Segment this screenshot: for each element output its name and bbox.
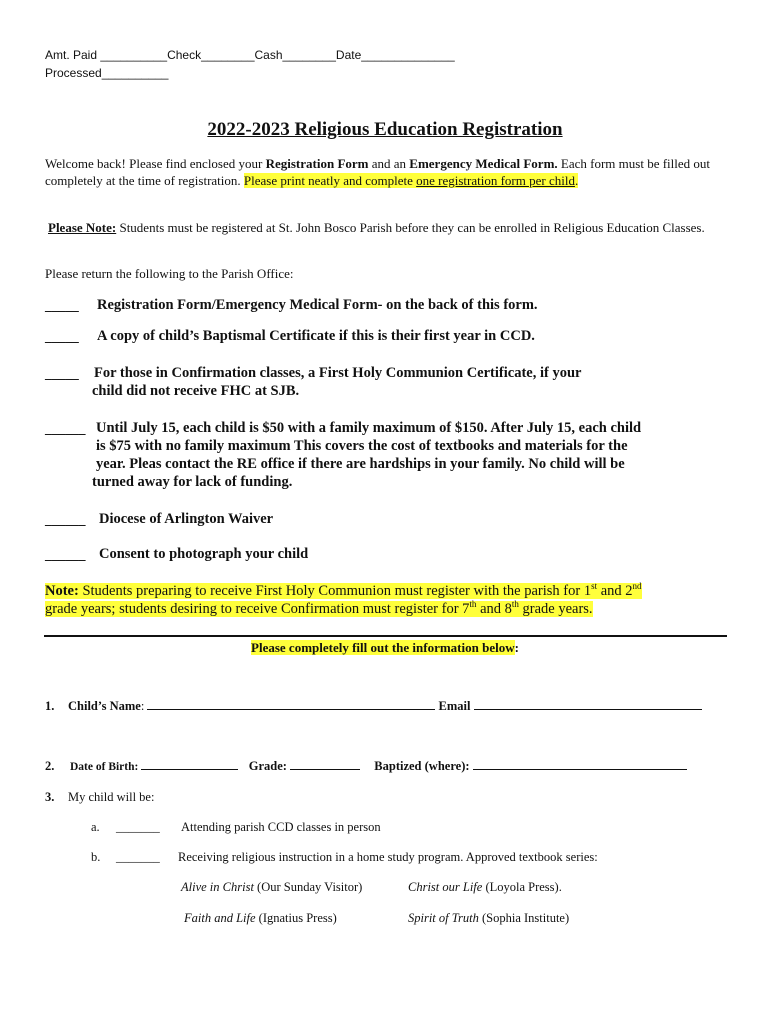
- checklist-blank-3: _____: [45, 366, 79, 381]
- field-number-2: 2.: [45, 759, 55, 773]
- dob-label: Date of Birth:: [70, 761, 139, 773]
- grade-note-t4: and 8: [476, 601, 512, 617]
- intro-text-e: Each form must be filled out completely at the time of registration.: [45, 156, 711, 188]
- grade-note-t5: grade years.: [518, 601, 593, 617]
- please-note-label: Please Note:: [48, 220, 117, 235]
- dob-row: [70, 759, 687, 774]
- checklist-item-6: Consent to photograph your child: [99, 546, 309, 562]
- textbook-3: [184, 911, 337, 926]
- intro-text-a: Welcome back! Please find enclosed your: [45, 156, 266, 171]
- checklist-item-4-line-1: Until July 15, each child is $50 with a family maximum of $150. After July 15, each child: [96, 420, 642, 436]
- grade-note-line-2: [45, 600, 735, 618]
- please-note-text: Students must be registered at St. John Bosco Parish before they can be enrolled in Religious Education Classes.: [116, 220, 705, 235]
- child-name-field[interactable]: [147, 699, 435, 710]
- option-b-blank[interactable]: _______: [116, 850, 160, 864]
- checklist-item-4-line-2: is $75 with no family maximum This covers the cost of textbooks and materials for the: [96, 438, 628, 454]
- title-text: 2022-2023 Religious Education Registration: [207, 119, 563, 140]
- please-note-paragraph: [48, 219, 728, 236]
- field-number-1: 1.: [45, 699, 55, 713]
- child-will-be-label: My child will be:: [68, 790, 155, 804]
- dob-field[interactable]: [141, 759, 238, 770]
- child-name-colon: :: [140, 699, 145, 713]
- email-field[interactable]: [474, 699, 702, 710]
- checklist-item-5: Diocese of Arlington Waiver: [99, 511, 274, 527]
- textbook-4-publisher: (Sophia Institute): [478, 911, 570, 925]
- baptized-field[interactable]: [473, 759, 687, 770]
- checklist-item-2: A copy of child’s Baptismal Certificate if this is their first year in CCD.: [97, 328, 535, 344]
- intro-highlight-3: .: [574, 173, 579, 188]
- textbook-1-title: Alive in Christ: [181, 880, 254, 894]
- grade-note-s3: th: [469, 599, 477, 610]
- textbook-4-title: Spirit of Truth: [408, 911, 479, 925]
- child-name-row: [68, 699, 702, 714]
- fill-instruction-colon: :: [514, 640, 519, 655]
- checklist-blank-2: _____: [45, 329, 79, 344]
- textbook-1-publisher: (Our Sunday Visitor): [253, 880, 363, 894]
- option-a-text: Attending parish CCD classes in person: [181, 820, 381, 834]
- grade-note-t2: and 2: [597, 583, 633, 599]
- checklist-item-4-line-3: year. Pleas contact the RE office if there are hardships in your family. No child will be: [96, 456, 625, 472]
- checklist-blank-6: ______: [45, 547, 86, 562]
- checklist-item-1: Registration Form/Emergency Medical Form- on the back of this form.: [97, 297, 538, 313]
- checklist-item-3-line-2: child did not receive FHC at SJB.: [92, 383, 300, 399]
- textbook-2-title: Christ our Life: [408, 880, 483, 894]
- grade-note-t1: Students preparing to receive First Holy Communion must register with the parish for 1: [78, 583, 592, 599]
- intro-registration-form: Registration Form: [265, 156, 369, 171]
- textbook-2-publisher: (Loyola Press).: [482, 880, 562, 894]
- baptized-label: Baptized (where):: [374, 759, 470, 773]
- checklist-item-4-line-4: turned away for lack of funding.: [92, 474, 293, 490]
- option-a-blank[interactable]: _______: [116, 820, 160, 834]
- intro-medical-form: Emergency Medical Form.: [409, 156, 558, 171]
- intro-highlight-2: one registration form per child: [416, 173, 575, 188]
- grade-note-label: Note:: [45, 583, 79, 599]
- checklist-blank-5: ______: [45, 512, 86, 527]
- textbook-3-publisher: (Ignatius Press): [255, 911, 337, 925]
- return-instruction: Please return the following to the Parish Office:: [45, 266, 294, 281]
- intro-highlight-1: Please print neatly and complete: [243, 173, 417, 188]
- intro-paragraph: [45, 155, 725, 189]
- checklist-blank-1: _____: [45, 298, 79, 313]
- option-a-letter: a.: [91, 820, 100, 834]
- grade-note-s4: th: [511, 599, 519, 610]
- grade-field[interactable]: [290, 759, 360, 770]
- office-use-line-2: Processed__________: [45, 66, 169, 80]
- checklist-item-3-line-1: For those in Confirmation classes, a First Holy Communion Certificate, if your: [94, 365, 582, 381]
- field-number-3: 3.: [45, 790, 55, 804]
- intro-text-c: and an: [368, 156, 410, 171]
- email-label: Email: [438, 699, 471, 713]
- child-name-label: Child’s Name: [68, 699, 141, 713]
- grade-note-s2: nd: [632, 581, 642, 592]
- textbook-1: [181, 880, 362, 895]
- option-b-letter: b.: [91, 850, 101, 864]
- checklist-blank-4: ______: [45, 421, 86, 436]
- textbook-3-title: Faith and Life: [184, 911, 256, 925]
- grade-note-s1: st: [591, 581, 598, 592]
- textbook-4: [408, 911, 569, 926]
- grade-note-line-1: [45, 582, 735, 600]
- grade-label: Grade:: [248, 759, 287, 773]
- office-use-line-1: Amt. Paid __________Check________Cash________Date______________: [45, 48, 455, 62]
- page-title: [0, 119, 770, 141]
- textbook-2: [408, 880, 562, 895]
- fill-instruction-text: Please completely fill out the information below: [251, 640, 515, 655]
- section-divider: [44, 635, 727, 637]
- option-b-text: Receiving religious instruction in a home study program. Approved textbook series:: [178, 850, 598, 864]
- fill-instruction: [0, 640, 770, 656]
- grade-note-t3: grade years; students desiring to receive Confirmation must register for 7: [45, 601, 470, 617]
